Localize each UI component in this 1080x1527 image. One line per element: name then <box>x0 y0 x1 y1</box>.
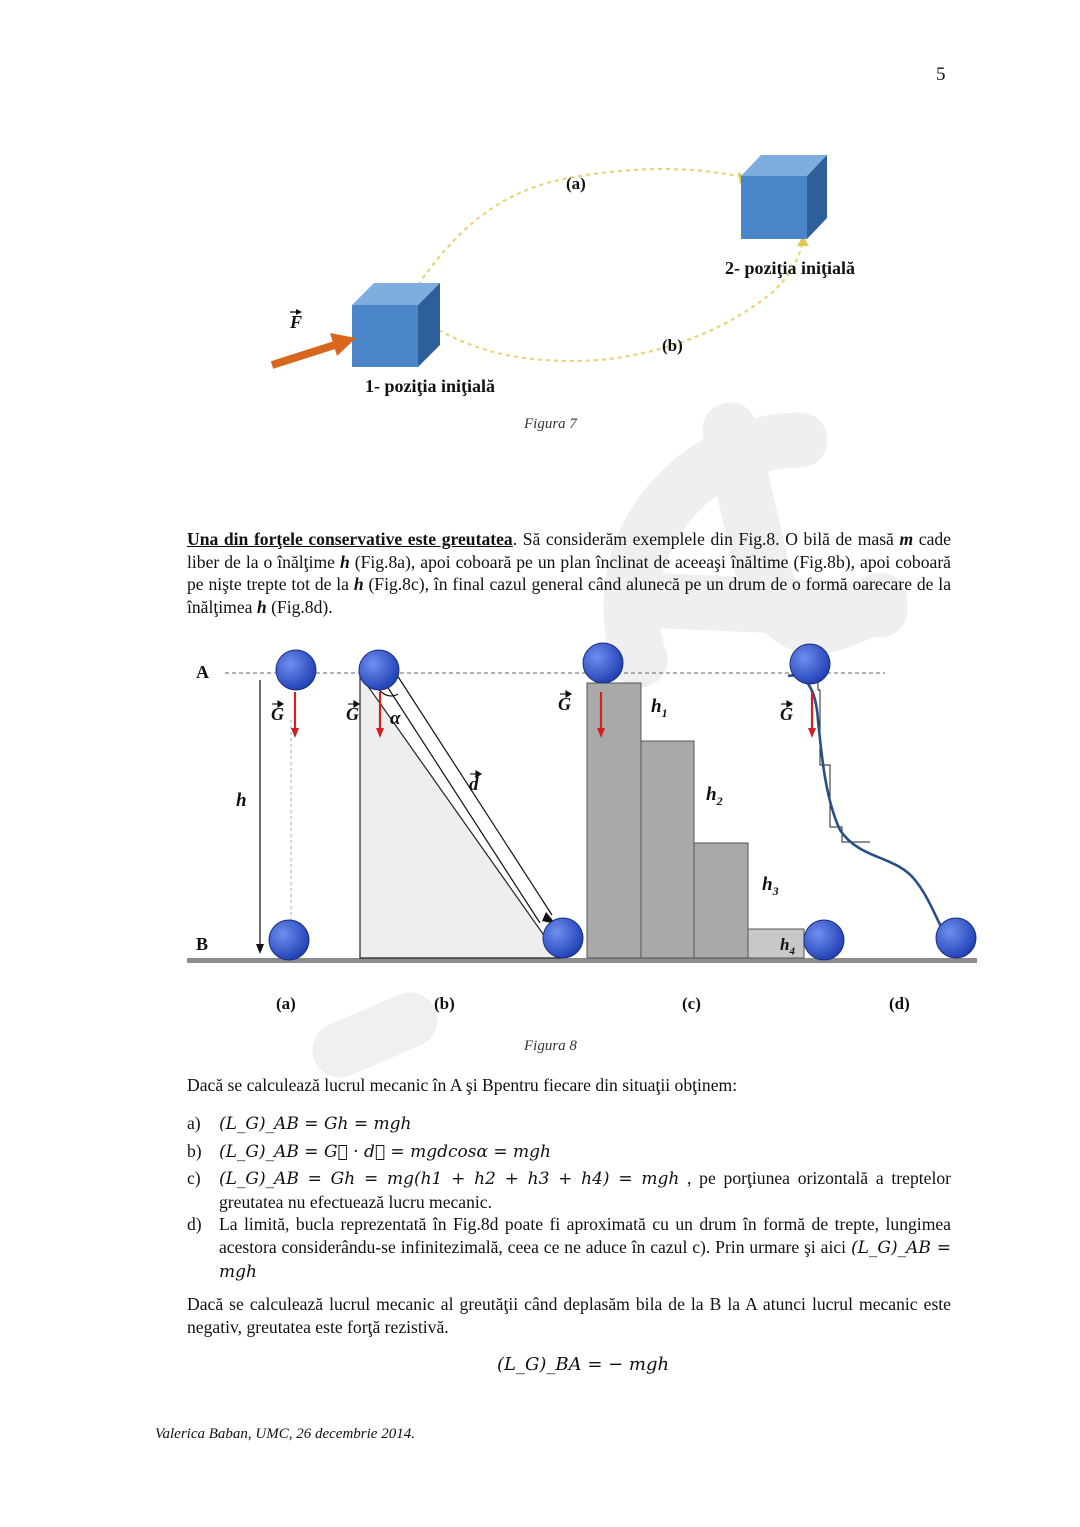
g-label-c: G <box>558 694 571 714</box>
ball-c-top <box>583 643 623 683</box>
footer: Valerica Baban, UMC, 26 decembrie 2014. <box>155 1426 415 1442</box>
symbol-h: h <box>353 574 364 595</box>
equation-c: (L_G)_AB = Gh = mg(h1 + h2 + h3 + h4) = mgh <box>219 1169 680 1190</box>
step-3 <box>694 843 748 958</box>
list-label: c) <box>187 1168 201 1189</box>
level-b-label: B <box>196 934 209 954</box>
ball-d-top <box>790 644 830 684</box>
fig7-label-a: (a) <box>566 174 586 193</box>
ball-b-top <box>359 650 399 690</box>
list-item-a <box>187 1112 951 1136</box>
list-item-b <box>187 1140 951 1164</box>
panel-label-d: (d) <box>889 994 910 1013</box>
paragraph-1-text: . Să considerăm exemplele din Fig.8. O bilă de masă <box>512 529 900 549</box>
paragraph-1-text: cade liber de la o înălţime <box>187 529 951 572</box>
list-text: , pe porţiunea orizontală a treptelor greutatea nu efectuează lucru mecanic. <box>219 1168 951 1212</box>
h1-label: $h_1$ <box>651 696 668 720</box>
g-label-b: G <box>346 704 359 724</box>
symbol-h: h <box>256 596 267 617</box>
height-label: h <box>236 790 247 811</box>
list-label: a) <box>187 1113 201 1133</box>
step-4 <box>748 929 804 958</box>
fig7-label-b: (b) <box>662 336 683 355</box>
step-2 <box>641 741 694 958</box>
equation-b: (L_G)_AB = G⃗ · d⃗ = mgdcosα = mgh <box>219 1141 551 1162</box>
ball-b-bottom <box>543 918 583 958</box>
ground-line <box>187 958 977 963</box>
panel-label-b: (b) <box>434 994 455 1013</box>
figure-7-caption: Figura 7 <box>524 416 577 432</box>
ball-a-top <box>276 650 316 690</box>
g-label-a: G <box>271 704 284 724</box>
page-number: 5 <box>936 64 946 85</box>
ball-a-bottom <box>269 920 309 960</box>
symbol-h: h <box>339 551 350 572</box>
panel-label-c: (c) <box>682 994 701 1013</box>
list-text: La limită, bucla reprezentată în Fig.8d poate fi aproximată cu un drum în formă de trepte, lungimea acestora considerându-se infinitezimală, ceea ce ne aduce în cazul c). Prin urmare şi aici <box>219 1214 951 1257</box>
paragraph-1-text: (Fig.8a), apoi coboară pe un plan înclinat de aceeaşi înăltime (Fig.8b), apoi coboară pe nişte trepte tot de la <box>187 551 951 595</box>
g-label-d: G <box>780 704 793 724</box>
fig7-pos1-label: 1- poziţia iniţială <box>365 376 495 396</box>
symbol-m: m <box>899 529 914 549</box>
ball-d-bottom <box>936 918 976 958</box>
paragraph-1-text: (Fig.8c), în final cazul general când alunecă pe un drum de o formă oarecare de la înălţimea <box>187 574 951 617</box>
list-label: b) <box>187 1140 202 1161</box>
alpha-label: α <box>390 708 401 729</box>
equation-a: (L_G)_AB = Gh = mgh <box>219 1114 412 1134</box>
final-equation: (L_G)_BA = − mgh <box>497 1354 670 1375</box>
level-a-label: A <box>196 662 209 682</box>
results-list <box>187 1112 951 1283</box>
fig7-force-label: F <box>290 312 303 332</box>
paragraph-2: Dacă se calculează lucrul mecanic în A şi Bpentru fiecare din situaţii obţinem: <box>187 1075 738 1095</box>
paragraph-3: Dacă se calculează lucrul mecanic al greutăţii când deplasăm bila de la B la A atunci lucrul mecanic este negativ, greutatea este forţă rezistivă. <box>187 1294 951 1337</box>
paragraph-1-text: (Fig.8d). <box>266 596 333 617</box>
fig7-pos2-label: 2- poziţia iniţială <box>725 258 855 278</box>
list-label: d) <box>187 1214 202 1235</box>
panel-label-a: (a) <box>276 994 296 1013</box>
step-approximation <box>788 676 870 842</box>
h2-label: $h_2$ <box>706 784 723 808</box>
list-item-d <box>187 1213 951 1283</box>
displacement-label: d <box>469 774 479 795</box>
h4-label: $h_4$ <box>780 935 795 958</box>
equation-d: (L_G)_AB = mgh <box>219 1237 951 1282</box>
step-1 <box>587 683 641 958</box>
paragraph-1-lead: Una din forţele conservative este greutatea <box>187 529 513 549</box>
list-item-c <box>187 1167 951 1213</box>
ball-c-bottom <box>804 920 844 960</box>
figure-8-caption: Figura 8 <box>524 1038 577 1054</box>
h3-label: $h_3$ <box>762 874 779 898</box>
